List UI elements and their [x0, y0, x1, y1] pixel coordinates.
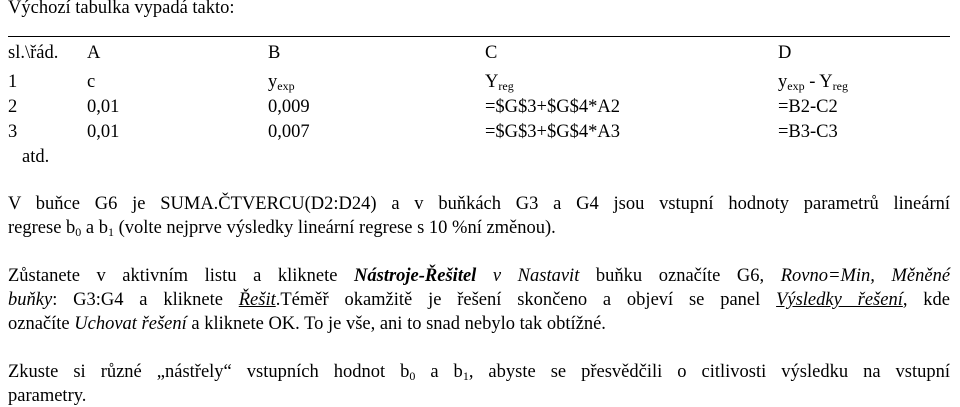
- text: , abyste se přesvědčili o citlivosti výsledku na vstupní: [468, 362, 951, 382]
- table-cell: c: [87, 72, 96, 92]
- paragraph-line: V buňce G6 je SUMA.ČTVERCU(D2:D24) a v buňkách G3 a G4 jsou vstupní hodnoty parametrů lineární: [8, 194, 950, 214]
- symbol: y: [778, 72, 788, 92]
- table-cell: 0,007: [268, 122, 310, 142]
- subscript: exp: [787, 79, 805, 93]
- text: , kde: [902, 290, 950, 310]
- symbol: Y: [485, 72, 499, 92]
- text: buňku označíte G6,: [595, 266, 765, 286]
- text: regrese b: [8, 218, 76, 238]
- table-cell: 0,01: [87, 97, 120, 117]
- table-divider: [8, 36, 950, 37]
- paragraph-line: [8, 313, 606, 335]
- table-cell: [485, 71, 514, 93]
- table-cell: =$G$3+$G$4*A2: [485, 97, 620, 117]
- table-cell: 2: [8, 97, 18, 117]
- text: Řešit: [238, 290, 276, 310]
- text: a b: [415, 362, 463, 382]
- paragraph-line: [8, 265, 950, 287]
- symbol: y: [268, 72, 278, 92]
- table-cell: =B2-C2: [778, 97, 838, 117]
- intro-text: Výchozí tabulka vypadá takto:: [8, 0, 235, 18]
- text: buňky: [8, 290, 53, 310]
- table-cell: =$G$3+$G$4*A3: [485, 122, 620, 142]
- text: Měněné: [891, 266, 951, 286]
- text: Výsledky řešení: [776, 290, 903, 310]
- subscript: 1: [108, 225, 114, 239]
- text: v Nastavit: [492, 266, 580, 286]
- table-cell: 3: [8, 122, 18, 142]
- subscript: reg: [498, 79, 514, 93]
- table-header-cell: D: [778, 43, 792, 63]
- table-cell: =B3-C3: [778, 122, 838, 142]
- text: Uchovat řešení: [74, 314, 187, 334]
- paragraph-line: parametry.: [8, 386, 87, 406]
- text: a kliknete OK. To je vše, ani to snad nebylo tak obtížné.: [186, 314, 606, 334]
- paragraph-line: [8, 361, 950, 383]
- table-header-cell: B: [268, 43, 281, 63]
- table-header-cell: sl.\řád.: [8, 43, 59, 63]
- text: Zkuste si různé „nástřely“ vstupních hodnot b: [8, 362, 410, 382]
- subscript: 1: [462, 369, 469, 383]
- subscript: exp: [277, 79, 295, 93]
- table-cell: 0,01: [87, 122, 120, 142]
- table-cell: [268, 71, 295, 93]
- text: (volte nejprve výsledky lineární regrese s 10 %ní změnou).: [114, 218, 556, 238]
- text: Zůstanete v aktivním listu a kliknete: [8, 266, 338, 286]
- table-cell: 0,009: [268, 97, 310, 117]
- text: Rovno=Min,: [780, 266, 875, 286]
- menu-path: Nástroje-Řešitel: [354, 266, 477, 286]
- subscript: 0: [75, 225, 82, 239]
- text: : G3:G4 a kliknete: [52, 290, 223, 310]
- paragraph-line: [8, 289, 950, 311]
- table-cell: 1: [8, 72, 18, 92]
- subscript: 0: [409, 369, 416, 383]
- symbol: - Y: [804, 72, 833, 92]
- paragraph-line: [8, 217, 556, 239]
- text: označíte: [8, 314, 70, 334]
- text: .Téměř okamžitě je řešení skončeno a objeví se panel: [275, 290, 761, 310]
- subscript: reg: [832, 79, 848, 93]
- table-header-cell: A: [87, 43, 101, 63]
- table-header-cell: C: [485, 43, 498, 63]
- table-cell: [778, 71, 848, 93]
- table-etc: atd.: [22, 147, 50, 167]
- text: a b: [81, 218, 108, 238]
